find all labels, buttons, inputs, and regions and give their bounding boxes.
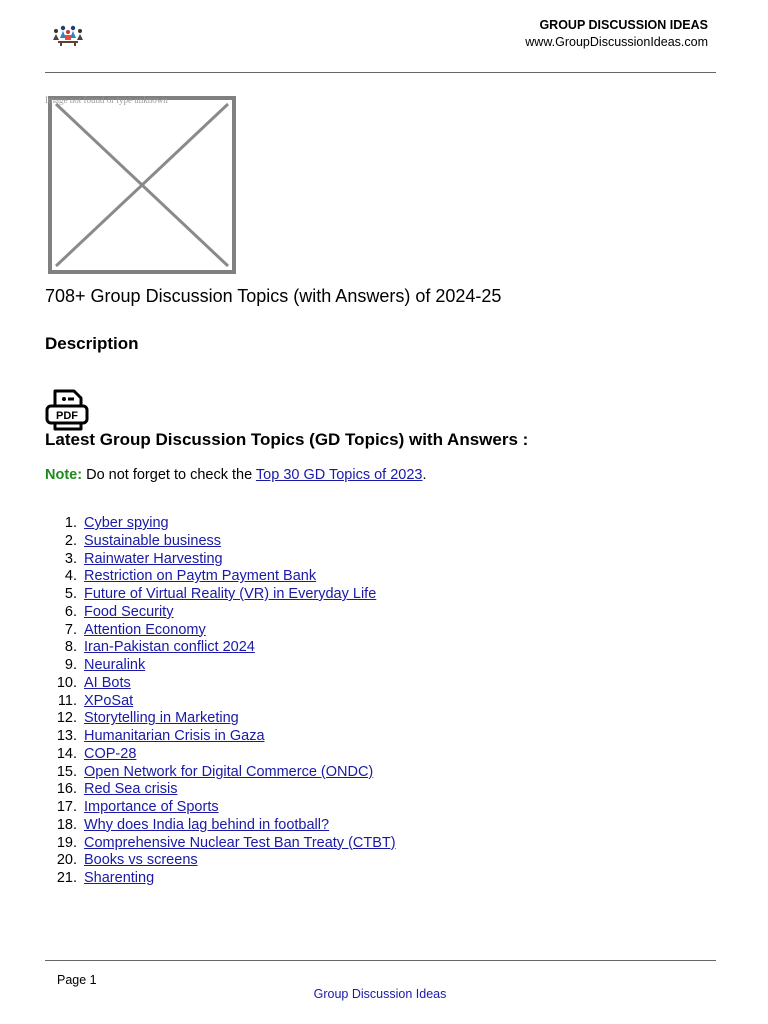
topic-link[interactable]: XPoSat: [84, 692, 134, 709]
topic-number: 19.: [56, 834, 77, 851]
topic-number: 18.: [56, 816, 77, 833]
topic-link[interactable]: Attention Economy: [84, 621, 206, 638]
topic-list-item: [45, 568, 396, 586]
site-name: GROUP DISCUSSION IDEAS: [539, 18, 708, 32]
topic-number: 8.: [64, 639, 77, 656]
topic-list-item: [45, 835, 396, 853]
topic-list-item: [45, 533, 396, 551]
topic-number: 5.: [64, 586, 77, 602]
note-text: Do not forget to check the: [82, 467, 256, 483]
note-label: Note:: [45, 467, 83, 483]
topic-list-item: [45, 817, 396, 835]
topic-link[interactable]: Rainwater Harvesting: [84, 550, 223, 567]
topic-link[interactable]: Open Network for Digital Commerce (ONDC): [84, 763, 374, 780]
topic-link[interactable]: Books vs screens: [84, 852, 198, 869]
topic-list-item: [45, 675, 396, 693]
topic-link[interactable]: Red Sea crisis: [84, 781, 178, 798]
pdf-file-icon[interactable]: [44, 388, 90, 432]
topic-list-item: [45, 639, 396, 657]
topic-number: 10.: [56, 674, 77, 691]
topic-link[interactable]: Storytelling in Marketing: [84, 710, 239, 727]
latest-topics-heading: Latest Group Discussion Topics (GD Topics) with Answers :: [45, 430, 529, 449]
topic-number: 11.: [57, 692, 77, 709]
topic-link[interactable]: Restriction on Paytm Payment Bank: [84, 568, 317, 585]
topic-number: 17.: [56, 799, 77, 815]
topic-number: 7.: [64, 621, 77, 638]
topic-list-item: [45, 657, 396, 675]
topic-list-item: [45, 870, 396, 888]
topic-list-item: [45, 693, 396, 711]
topic-list-item: [45, 852, 396, 870]
topic-list-item: [45, 515, 396, 533]
topic-list-item: [45, 586, 396, 604]
topic-list-item: [45, 781, 396, 799]
topic-number: 6.: [64, 603, 77, 620]
topic-link[interactable]: Sharenting: [84, 870, 155, 886]
topic-list-item: [45, 746, 396, 764]
topic-number: 9.: [64, 657, 77, 673]
topic-link[interactable]: Importance of Sports: [84, 799, 219, 815]
topic-number: 4.: [64, 568, 77, 585]
topic-link[interactable]: Comprehensive Nuclear Test Ban Treaty (CTBT): [84, 834, 396, 851]
topic-list: [45, 515, 396, 888]
topic-link[interactable]: Iran-Pakistan conflict 2024: [84, 639, 255, 656]
topic-number: 13.: [56, 728, 77, 744]
topic-number: 1.: [64, 515, 77, 531]
document-title: 708+ Group Discussion Topics (with Answers) of 2024-25: [45, 286, 502, 306]
topic-number: 15.: [56, 763, 77, 780]
topic-list-item: [45, 710, 396, 728]
topic-link[interactable]: Why does India lag behind in football?: [84, 816, 330, 833]
svg-text:PDF: PDF: [56, 410, 78, 422]
topic-list-item: [45, 728, 396, 746]
topic-number: 14.: [56, 745, 77, 762]
footer-divider: [45, 960, 716, 961]
topic-link[interactable]: Sustainable business: [84, 532, 222, 549]
page-number: Page 1: [57, 973, 97, 987]
topic-link[interactable]: Humanitarian Crisis in Gaza: [84, 728, 265, 744]
topic-link[interactable]: AI Bots: [84, 674, 131, 691]
note-line: [45, 467, 427, 483]
topic-list-item: [45, 604, 396, 622]
topic-number: 21.: [56, 870, 77, 886]
note-trailing: .: [422, 467, 427, 483]
topic-link[interactable]: COP-28: [84, 745, 137, 762]
topic-link[interactable]: Future of Virtual Reality (VR) in Everyday Life: [84, 586, 377, 602]
topic-list-item: [45, 764, 396, 782]
topic-link[interactable]: Neuralink: [84, 657, 146, 673]
broken-image-alt-text: Image not found or type unknown: [45, 95, 168, 105]
topic-number: 12.: [56, 710, 77, 727]
topic-number: 16.: [56, 781, 77, 798]
footer-brand-link[interactable]: Group Discussion Ideas: [313, 987, 447, 1001]
site-url[interactable]: www.GroupDiscussionIdeas.com: [525, 35, 708, 49]
topic-number: 20.: [56, 852, 77, 869]
topic-number: 2.: [64, 532, 77, 549]
description-heading: Description: [45, 334, 139, 353]
group-people-logo-icon: [52, 24, 84, 46]
broken-image-icon: [48, 96, 236, 274]
top-30-topics-link[interactable]: Top 30 GD Topics of 2023: [255, 467, 423, 483]
topic-number: 3.: [64, 550, 77, 567]
header-divider: [45, 72, 716, 73]
topic-list-item: [45, 799, 396, 817]
topic-link[interactable]: Cyber spying: [84, 515, 169, 531]
topic-list-item: [45, 622, 396, 640]
topic-list-item: [45, 551, 396, 569]
topic-link[interactable]: Food Security: [84, 603, 174, 620]
